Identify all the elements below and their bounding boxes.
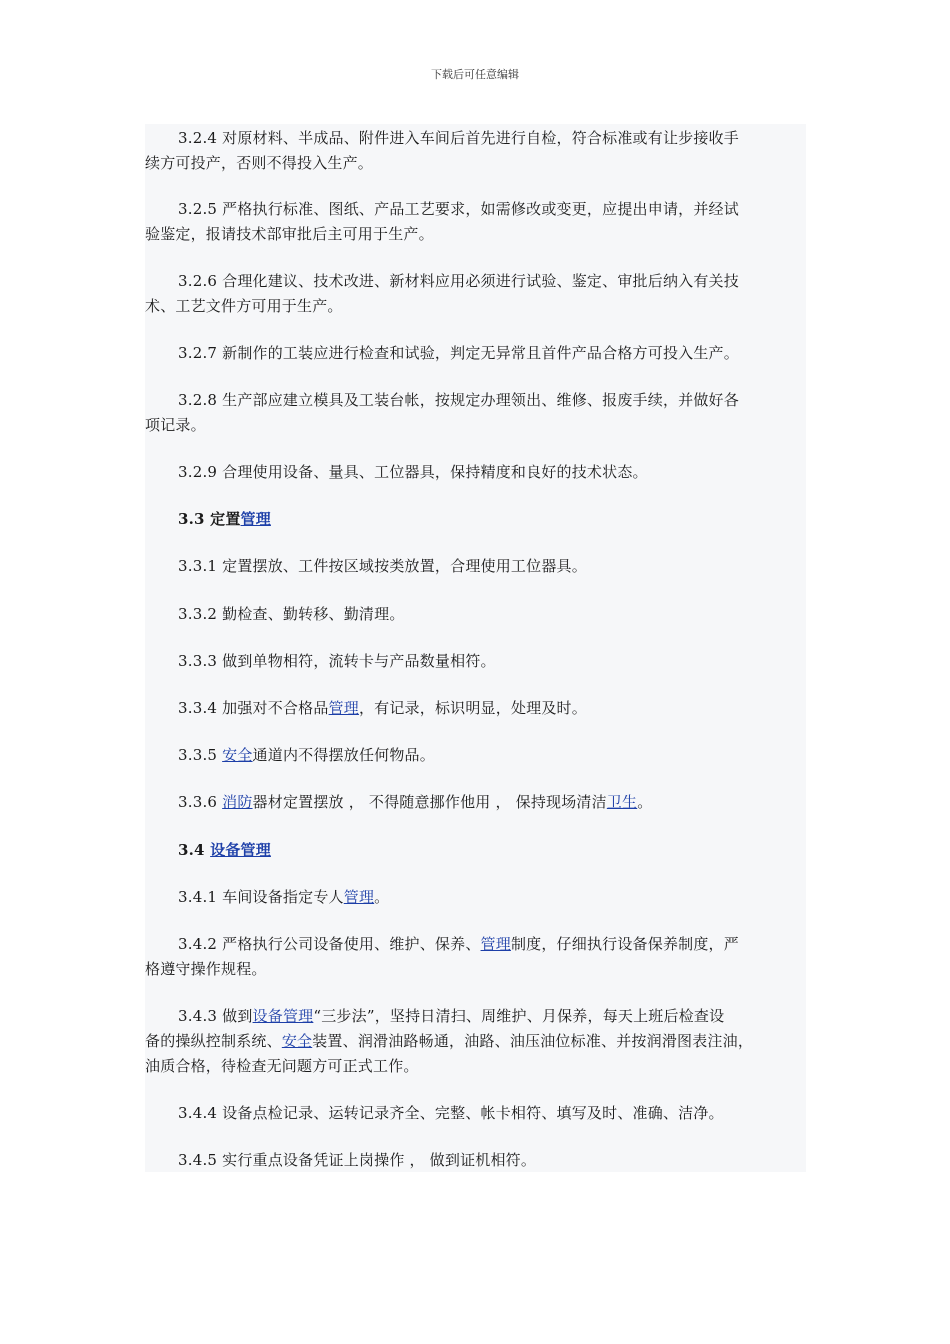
link-hygiene[interactable]: 卫生 — [606, 793, 638, 811]
paragraph-3-2-4: 3.2.4 对原材料、半成品、附件进入车间后首先进行自检，符合标准或有让步接收手 续方可投产，否则不得投入生产。 — [145, 129, 739, 172]
paragraph-3-2-5: 3.2.5 严格执行标准、图纸、产品工艺要求，如需修改或变更，应提出申请，并经试 验鉴定，报请技术部审批后主可用于生产。 — [145, 200, 739, 243]
link-management[interactable]: 管理 — [343, 888, 375, 906]
paragraph-3-3-4: 3.3.4 加强对不合格品管理，有记录，标识明显，处理及时。 — [178, 699, 587, 717]
paragraph-3-3-1: 3.3.1 定置摆放、工件按区域按类放置，合理使用工位器具。 — [178, 557, 587, 575]
paragraph-3-2-7: 3.2.7 新制作的工装应进行检查和试验，判定无异常且首件产品合格方可投入生产。 — [178, 344, 739, 362]
paragraph-3-2-9: 3.2.9 合理使用设备、量具、工位器具，保持精度和良好的技术状态。 — [178, 463, 648, 481]
section-heading-3-3: 3.3 定置管理 — [178, 510, 271, 528]
link-safety[interactable]: 安全 — [222, 746, 253, 764]
link-management[interactable]: 管理 — [480, 935, 511, 953]
paragraph-3-4-3: 3.4.3 做到设备管理“三步法”，坚持日清扫、周维护、月保养，每天上班后检查设 备的操纵控制系统、安全装置、润滑油路畅通，油路、油压油位标准、并按润滑图表注油， 油质合格，待检查无问题方可正式工作。 — [145, 1007, 754, 1075]
section-heading-3-4: 3.4 设备管理 — [178, 841, 271, 859]
link-management[interactable]: 管理 — [240, 510, 271, 528]
paragraph-3-4-5: 3.4.5 实行重点设备凭证上岗操作 ， 做到证机相符。 — [178, 1151, 537, 1169]
paragraph-3-3-6: 3.3.6 消防器材定置摆放 ， 不得随意挪作他用 ， 保持现场清洁卫生。 — [178, 793, 653, 811]
paragraph-3-2-6: 3.2.6 合理化建议、技术改进、新材料应用必须进行试验、鉴定、审批后纳入有关技 术、工艺文件方可用于生产。 — [145, 272, 739, 315]
link-management[interactable]: 管理 — [328, 699, 359, 717]
document-body — [145, 124, 806, 1172]
paragraph-3-2-8: 3.2.8 生产部应建立模具及工装台帐，按规定办理领出、维修、报废手续，并做好各 项记录。 — [145, 391, 739, 434]
paragraph-3-3-2: 3.3.2 勤检查、勤转移、勤清理。 — [178, 605, 405, 623]
page-header: 下载后可任意编辑 — [431, 68, 519, 81]
link-fire-protection[interactable]: 消防 — [222, 793, 253, 811]
paragraph-3-3-3: 3.3.3 做到单物相符，流转卡与产品数量相符。 — [178, 652, 496, 670]
paragraph-3-4-4: 3.4.4 设备点检记录、运转记录齐全、完整、帐卡相符、填写及时、准确、洁净。 — [178, 1104, 724, 1122]
paragraph-3-4-2: 3.4.2 严格执行公司设备使用、维护、保养、管理制度，仔细执行设备保养制度，严 格遵守操作规程。 — [145, 935, 739, 978]
paragraph-3-3-5: 3.3.5 安全通道内不得摆放任何物品。 — [178, 746, 435, 764]
link-equipment-management[interactable]: 设备管理 — [252, 1007, 314, 1025]
paragraph-3-4-1: 3.4.1 车间设备指定专人管理。 — [178, 888, 390, 906]
link-equipment-management[interactable]: 设备管理 — [210, 841, 271, 859]
link-safety[interactable]: 安全 — [281, 1032, 313, 1050]
